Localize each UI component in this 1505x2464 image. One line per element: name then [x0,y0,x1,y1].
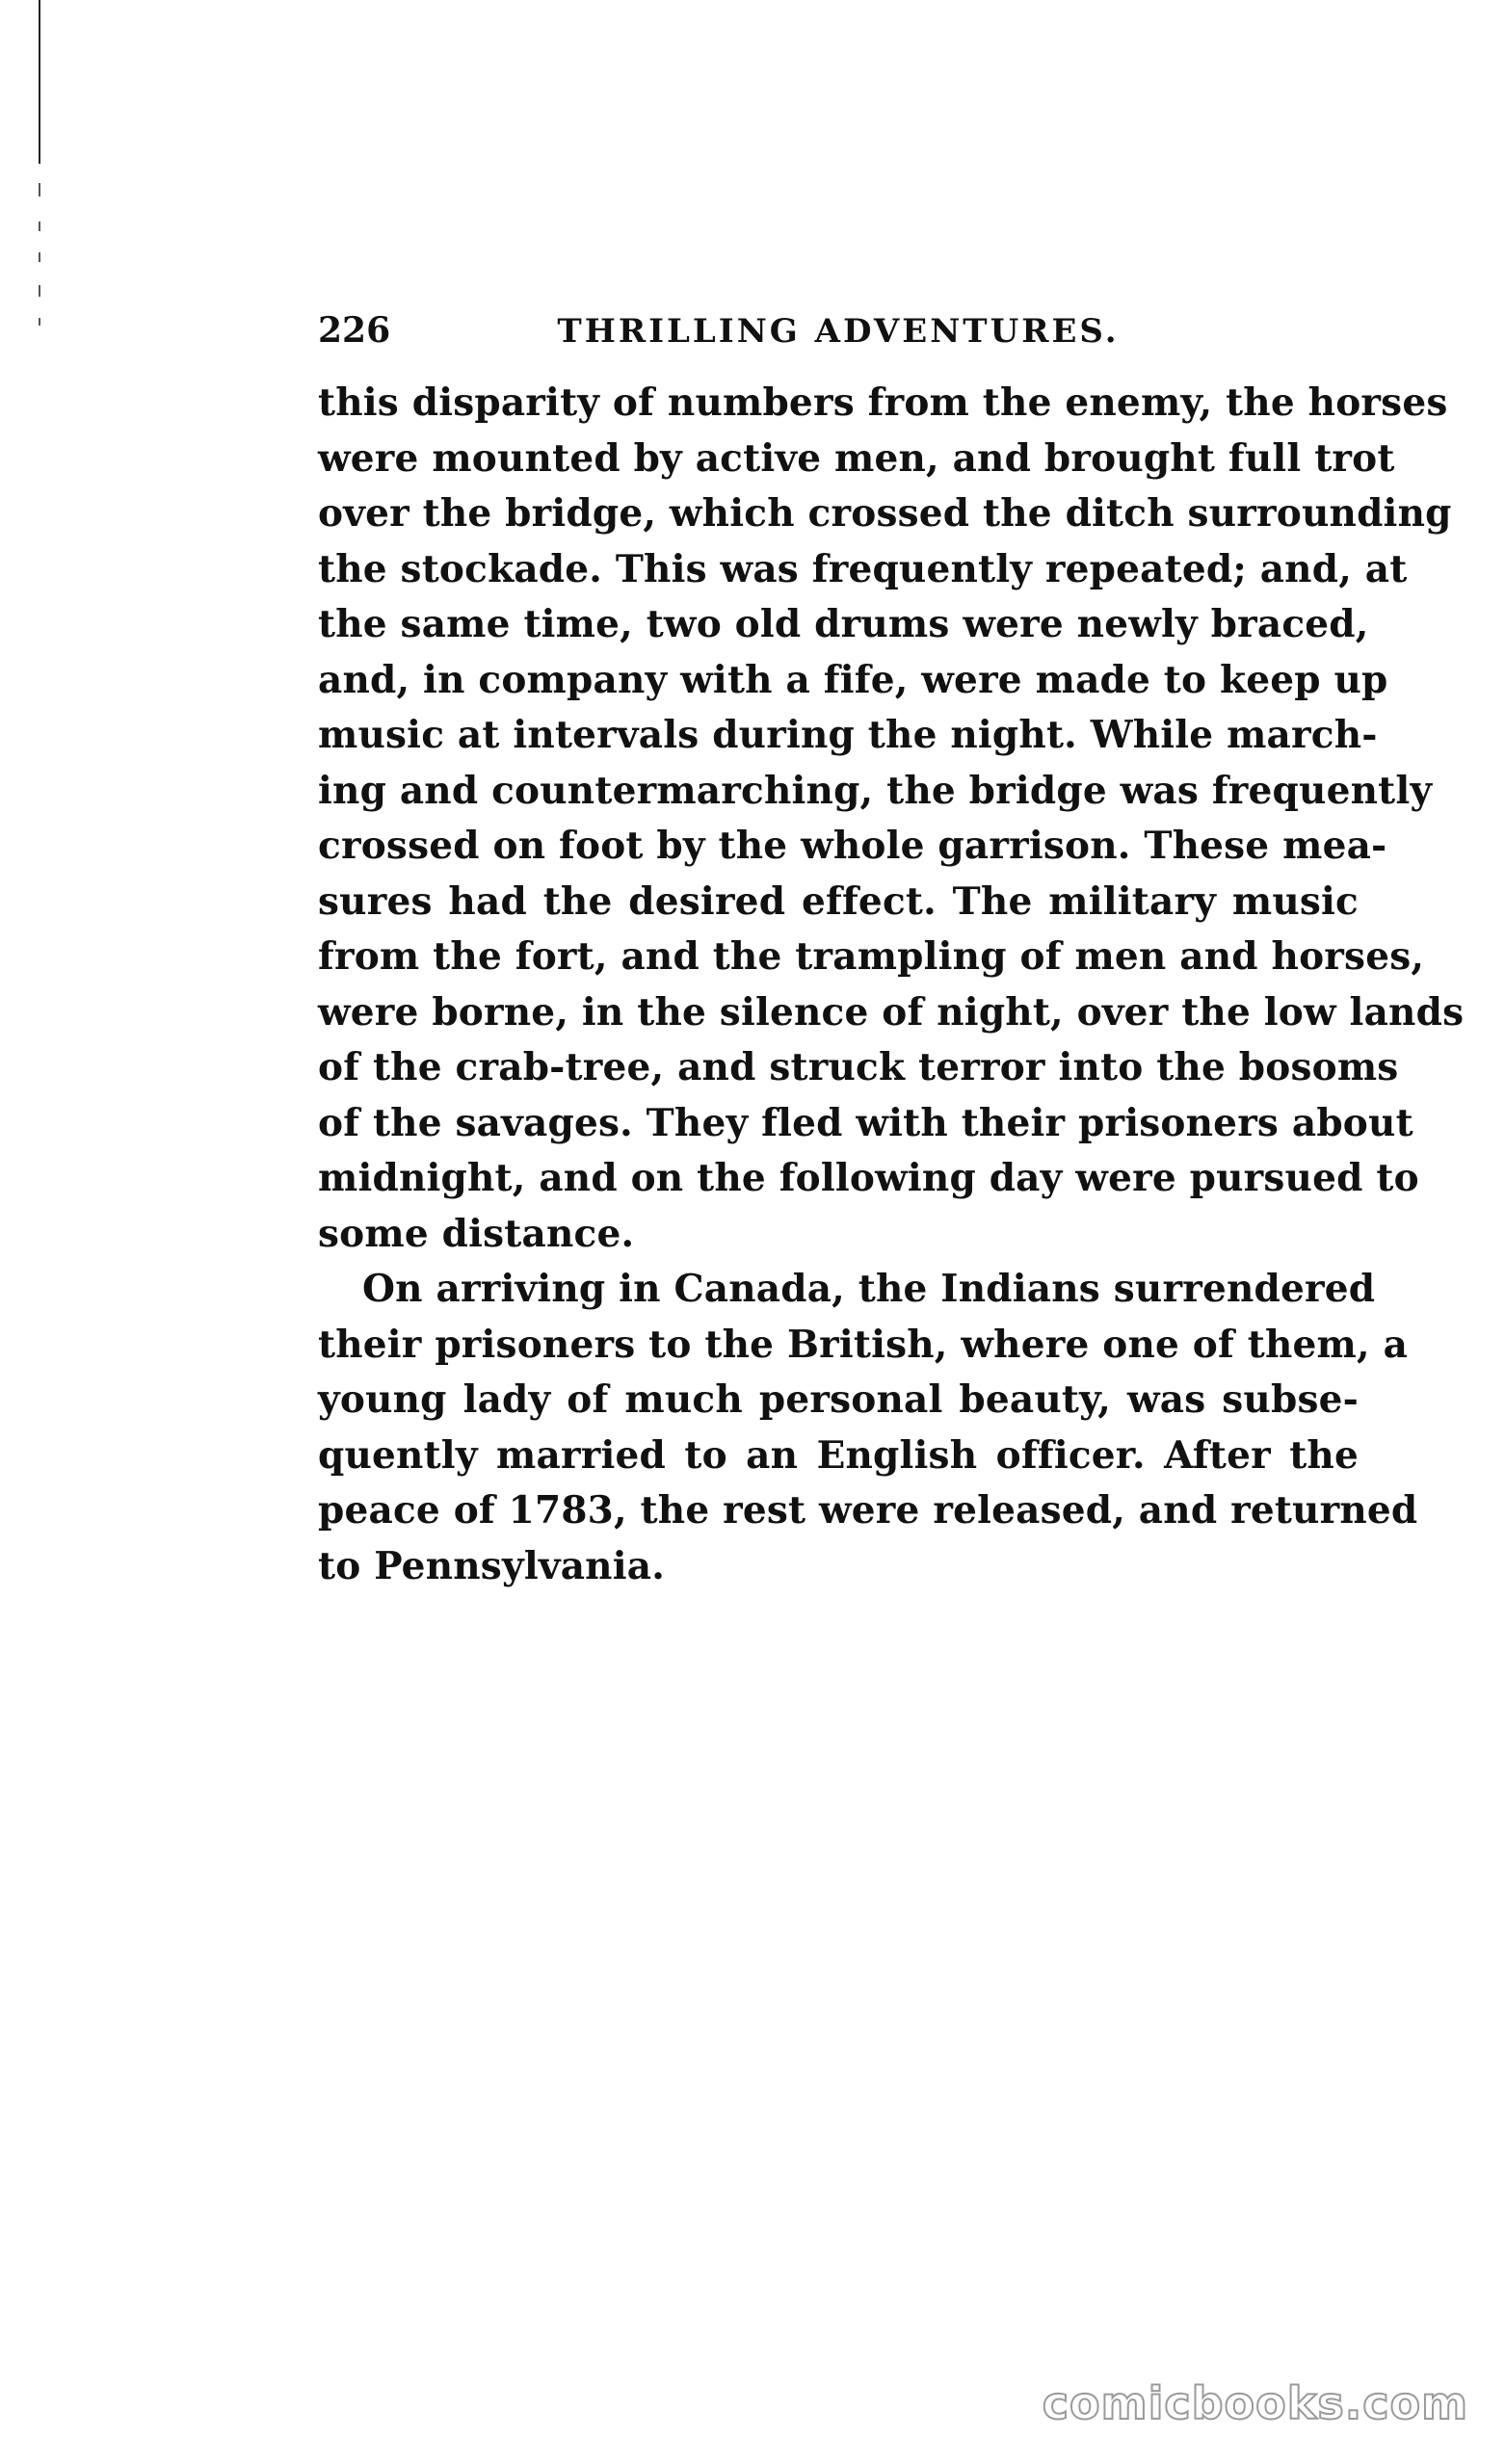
paragraph [318,1262,1418,1594]
text-line: ing and countermarching, the bridge was frequently [318,768,1433,813]
text-line: were mounted by active men, and brought full trot [318,435,1395,481]
text-line: their prisoners to the British, where one of them, a [318,1322,1409,1367]
text-line: quently married to an English officer. After the [318,1432,1359,1478]
page-number: 226 [318,310,391,351]
text-line: to Pennsylvania. [318,1543,665,1588]
body-text [318,376,1465,1594]
gutter-mark [39,318,40,326]
text-line: of the crab-tree, and struck terror into the bosoms [318,1045,1399,1089]
page-edge-line [39,0,40,164]
running-head: THRILLING ADVENTURES. [557,312,1120,351]
text-line: music at intervals during the night. While march- [318,713,1378,757]
page-header [318,310,1359,368]
text-line: peace of 1783, the rest were released, and returned [318,1488,1418,1533]
text-line: of the savages. They fled with their prisoners about [318,1100,1413,1145]
text-line: some distance. [318,1211,635,1256]
text-line: crossed on foot by the whole garrison. These mea- [318,824,1387,868]
text-line: this disparity of numbers from the enemy, the horses [318,380,1448,425]
text-line: the same time, two old drums were newly braced, [318,602,1369,646]
text-line: from the fort, and the trampling of men and horses, [318,934,1425,979]
gutter-mark [39,252,40,262]
gutter-mark [39,222,40,231]
watermark: comicbooks.com [1042,2377,1468,2429]
gutter-mark [39,183,40,197]
text-line: the stockade. This was frequently repeated; and, at [318,546,1408,591]
text-line: midnight, and on the following day were pursued to [318,1156,1419,1200]
text-line: young lady of much personal beauty, was subse- [318,1377,1359,1422]
gutter-mark [39,285,40,297]
paragraph [318,376,1465,1262]
text-line: On arriving in Canada, the Indians surrendered [362,1267,1376,1311]
text-line: sures had the desired effect. The military music [318,878,1359,924]
text-line: were borne, in the silence of night, over the low lands [318,989,1465,1035]
text-line: over the bridge, which crossed the ditch surrounding [318,491,1452,536]
text-line: and, in company with a fife, were made to keep up [318,657,1388,702]
